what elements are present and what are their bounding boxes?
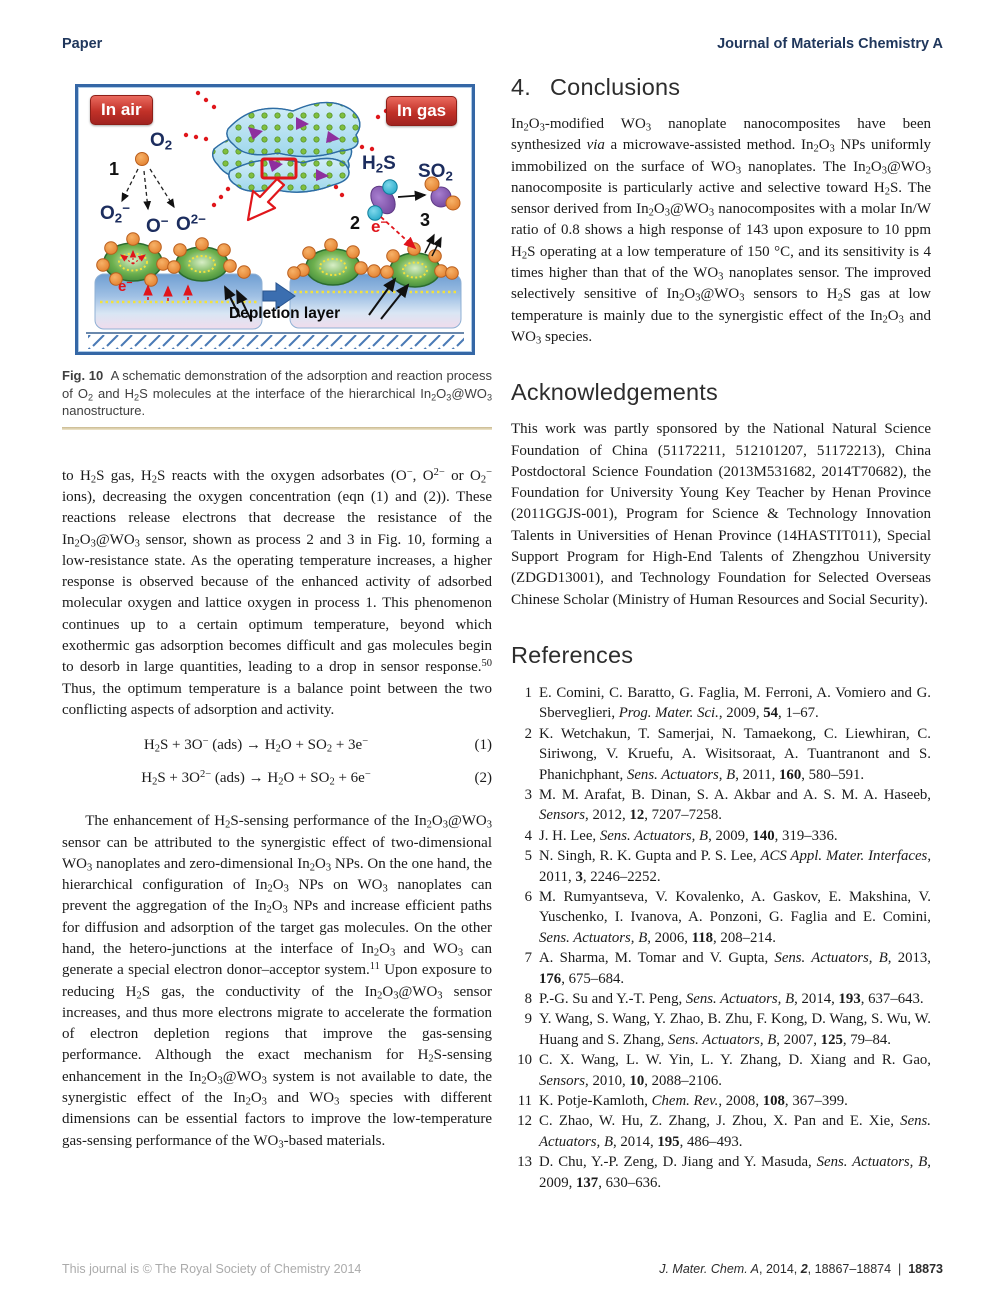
reference-number: 12 <box>517 1113 532 1130</box>
reference-number: 9 <box>524 1011 532 1028</box>
reference-number: 8 <box>524 991 532 1008</box>
superoxide-label: $O_2^-$ <box>100 200 130 226</box>
reference-item <box>511 1009 931 1050</box>
section-title: Conclusions <box>550 74 681 100</box>
reference-item <box>511 826 931 846</box>
reference-number: 2 <box>524 725 532 742</box>
reference-item <box>511 1111 931 1152</box>
process-1-label: 1 <box>109 159 120 179</box>
reaction-arrow-icon <box>398 195 425 197</box>
body-paragraph: The enhancement of $H_2S$-sensing performance of the $In_2O_3@WO_3$ sensor can be attributed to the synergistic effect of two-dimensional $WO_3$ nanoplates and zero-dimensional $In_2O_3$ NPs. On the one hand, the hierarchical configuration of $In_2O_3$ NPs on $WO_3$ nanoplates can prevent the aggregation of the $In_2O_3$ NPs and increase efficient paths for diffusion and adsorption of the target gas molecules. On the other hand, the hetero-junctions at the interface of $In_2O_3$ and $WO_3$ can generate a special electron donor–acceptor system.$^{11}$ Upon exposure to reducing $H_2S$ gas, the conductivity of the $In_2O_3@WO_3$ sensor increases, and thus more electrons migrate to accelerate the formation of electron depletion regions that improve the gas-sensing performance. Although the exact mechanism for $H_2S$-sensing enhancement in the $In_2O_3@WO_3$ system is not available to date, the synergistic effect of the $In_2O_3$ and $WO_3$ species with different dimensions can be essential factors to improve the low-temperature gas-sensing performance of the $WO_3$-based materials. <box>62 813 493 1151</box>
reference-text: J. H. Lee, Sens. Actuators, B, 2009, 140, 319–336. <box>539 827 838 844</box>
section-heading-references: References <box>511 641 634 668</box>
reference-item <box>511 846 931 887</box>
so2-label: $SO_2$ <box>418 161 453 184</box>
reference-item <box>511 724 931 785</box>
right-column <box>511 74 931 1193</box>
equation-body: $H_2S + 3O^{2-}$ $(ads) \to H_2O + SO_2 + 6e^-$ <box>141 768 371 788</box>
reference-item <box>511 683 931 724</box>
o2-molecule-icon <box>136 153 149 166</box>
process-2-label: 2 <box>350 213 361 233</box>
h2s-label: $H_2S$ <box>362 153 396 176</box>
section-heading-conclusions <box>511 74 931 101</box>
electron-label-gas: e− <box>371 215 388 236</box>
o2-label: $O_2$ <box>150 130 173 153</box>
reference-item <box>511 1050 931 1091</box>
equations-block <box>62 737 492 787</box>
reference-list <box>511 683 931 1193</box>
copyright-notice: This journal is © The Royal Society of Chemistry 2014 <box>62 1262 362 1276</box>
process-3-label: 3 <box>420 210 431 230</box>
reference-number: 13 <box>517 1154 532 1171</box>
section-heading-acknowledgements: Acknowledgements <box>511 379 718 406</box>
equation-number: (1) <box>474 737 492 754</box>
body-paragraph: to $H_2S$ gas, $H_2S$ reacts with the oxygen adsorbates (O−, $O^{2-}$ or $O_2^-$ ions), decreasing the oxygen concentration (eqn (1) and (2)). These reactions release electrons that decrease the resistance of the $In_2O_3@WO_3$ sensor, shown as process 2 and 3 in Fig. 10, forming a low-resistance state. As the operating temperature increases, a higher response is observed because of the enhanced activity of adsorbed molecular oxygen and lattice oxygen in process 1. This phenomenon continues up to a certain optimum temperature, beyond which exothermic gas adsorption becomes difficult and gas molecules begin to desorb in large quantities, leading to a drop in sensor response.$^{50}$ Thus, the optimum temperature is a balance point between the two conflicting aspects of adsorption and activity. <box>62 466 493 718</box>
reference-text: N. Singh, R. K. Gupta and P. S. Lee, ACS Appl. Mater. Interfaces, 2011, 3, 2246–2252. <box>539 848 932 885</box>
equation-body: $H_2S + 3O^-$ $(ads) \to H_2O + SO_2 + 3e^-$ <box>143 735 369 755</box>
caption-divider <box>62 427 492 430</box>
page-header <box>62 36 943 52</box>
reference-number: 10 <box>517 1052 532 1069</box>
reference-text: C. X. Wang, L. W. Yin, L. Y. Zhang, D. Xiang and R. Gao, Sensors, 2010, 10, 2088–2106. <box>539 1052 931 1089</box>
reference-text: M. Rumyantseva, V. Kovalenko, A. Gaskov, E. Makshina, V. Yuschenko, I. Ivanova, A. Ponzoni, G. Faglia and E. Comini, Sens. Actuators, B, 2006, 118, 208–214. <box>539 889 931 946</box>
reference-text: E. Comini, C. Baratto, G. Faglia, M. Ferroni, A. Vomiero and G. Sberveglieri, Prog. Mater. Sci., 2009, 54, 1–67. <box>539 684 931 722</box>
reference-number: 1 <box>524 684 532 701</box>
section-number: 4. <box>511 74 531 100</box>
reference-number: 3 <box>524 786 532 803</box>
o2-minus-label: $O^{2-}$ <box>176 211 206 235</box>
figure-caption: Fig. 10 A schematic demonstration of the adsorption and reaction process of $O_2$ and $H_2S$ molecules at the interface of the hierarchical $In_2O_3@WO_3$ nanostructure. <box>62 368 492 419</box>
reference-text: K. Wetchakun, T. Samerjai, N. Tamaekong, C. Liewhiran, C. Siriwong, V. Kruefu, A. Wisitsoraat, A. Tuantranont and S. Phanichphant, Sens. Actuators, B, 2011, 160, 580–591. <box>539 725 931 783</box>
acknowledgements-paragraph: This work was partly sponsored by the National Natural Science Foundation of China (51172211, 512101207, 51172213), China Postdoctoral Science Foundation (2013M531682, 2014T70682), the Foundation for University Young Key Teacher by Henan Province (2011GGJS-001), Program for Science & Technology Innovation Talents in Universities of Henan Province (14HASTIT011), Special Support Program for High-End Talents of Zhengzhou University (ZDGD13001), and Technology Foundation for Selected Overseas Chinese Scholar (Ministry of Human Resources and Social Security). <box>511 421 931 608</box>
equation-number: (2) <box>474 770 492 787</box>
reference-number: 6 <box>524 889 532 905</box>
reference-text: A. Sharma, M. Tomar and V. Gupta, Sens. Actuators, B, 2013, 176, 675–684. <box>539 950 931 987</box>
figure-10 <box>75 84 492 355</box>
reference-item <box>511 785 931 826</box>
reference-number: 5 <box>524 848 532 865</box>
journal-title: Journal of Materials Chemistry A <box>717 36 943 52</box>
reference-item <box>511 948 931 989</box>
reference-item <box>511 989 931 1009</box>
reference-item <box>511 887 931 948</box>
reference-text: M. M. Arafat, B. Dinan, S. A. Akbar and A. S. M. A. Haseeb, Sensors, 2012, 12, 7207–7258. <box>539 786 931 824</box>
page-footer <box>62 1262 943 1276</box>
reference-text: Y. Wang, S. Wang, Y. Zhao, B. Zhu, F. Kong, D. Wang, S. Wu, W. Huang and S. Zhang, Sens. Actuators, B, 2007, 125, 79–84. <box>539 1011 931 1048</box>
reference-item <box>511 1152 931 1193</box>
reference-text: C. Zhao, W. Hu, Z. Zhang, J. Zhou, X. Pan and E. Xie, Sens. Actuators, B, 2014, 195, 486–493. <box>539 1113 931 1150</box>
reference-number: 11 <box>517 1093 532 1110</box>
figure-canvas <box>75 84 475 355</box>
reference-number: 4 <box>524 827 532 844</box>
in-air-badge: In air <box>90 95 153 125</box>
reference-text: D. Chu, Y.-P. Zeng, D. Jiang and Y. Masuda, Sens. Actuators, B, 2009, 137, 630–636. <box>539 1154 931 1191</box>
electron-label-air: e− <box>118 276 133 295</box>
depletion-layer-label: Depletion layer <box>229 305 341 322</box>
reference-text: K. Potje-Kamloth, Chem. Rev., 2008, 108, 367–399. <box>539 1093 848 1110</box>
conclusions-paragraph: $In_2O_3$-modified $WO_3$ nanoplate nanocomposites have been synthesized via a microwave-assisted method. $In_2O_3$ NPs uniformly immobilized on the surface of $WO_3$ nanoplates. The $In_2O_3@WO_3$ nanocomposite is particularly active and selective toward $H_2S$. The sensor derived from $In_2O_3@WO_3$ nanocomposites with a molar In/W ratio of 0.8 shows a high response of 143 upon exposure to 10 ppm $H_2S$ operating at a low temperature of 150 °C, and its sensitivity is 4 times higher than that of the $WO_3$ nanoplates sensor. The improved selectively sensitive of $In_2O_3@WO_3$ sensors to $H_2S$ gas at low temperature is mainly due to the synergistic effect of the $In_2O_3$ and $WO_3$ species. <box>511 116 932 347</box>
o-minus-label: O− <box>146 213 169 237</box>
reference-text: P.-G. Su and Y.-T. Peng, Sens. Actuators, B, 2014, 193, 637–643. <box>539 991 924 1008</box>
page-type-label: Paper <box>62 36 103 52</box>
reference-number: 7 <box>524 950 532 967</box>
left-column <box>62 84 492 1152</box>
citation-page-info: J. Mater. Chem. A, 2014, 2, 18867–18874 | 18873 <box>659 1262 943 1276</box>
equation <box>62 770 492 787</box>
equation <box>62 737 492 754</box>
in-gas-badge: In gas <box>386 96 457 126</box>
substrate-hatch-icon <box>86 333 464 349</box>
reference-item <box>511 1091 931 1111</box>
